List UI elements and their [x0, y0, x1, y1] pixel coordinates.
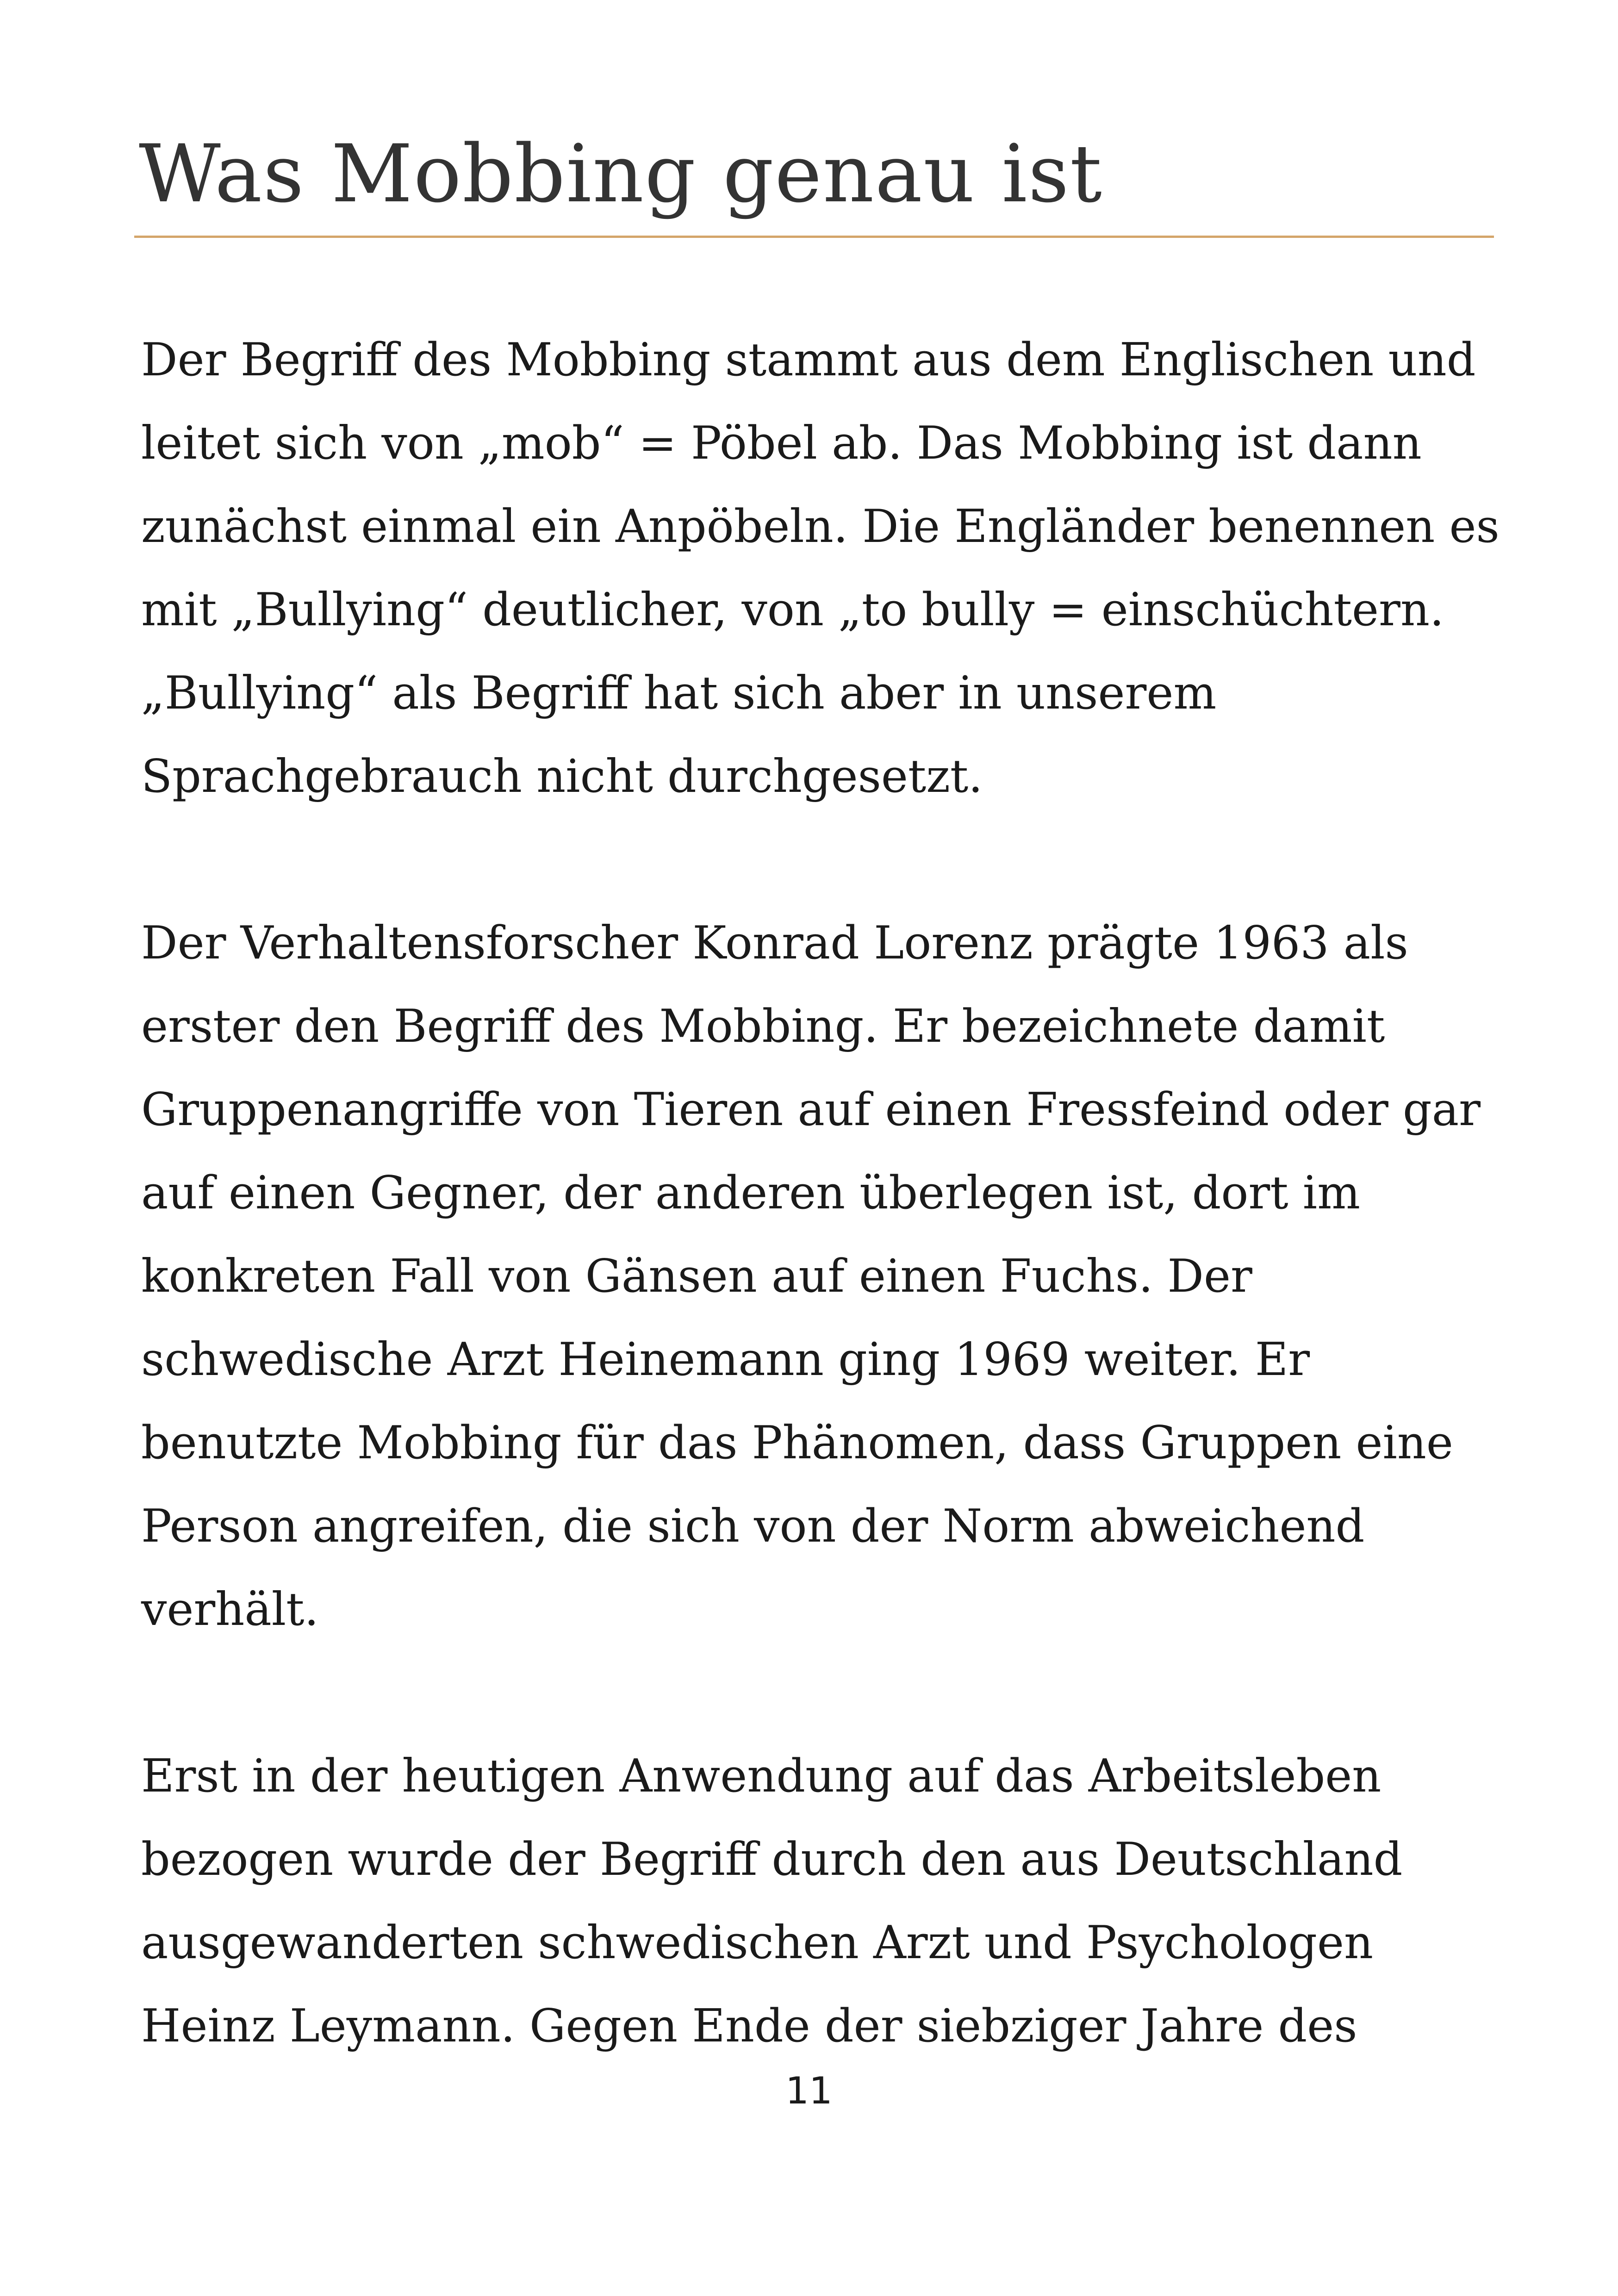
- text-line: Gruppenangriffe von Tieren auf einen Fressfeind oder gar: [141, 1083, 1481, 1136]
- title-underline: [134, 236, 1494, 238]
- text-line: ausgewanderten schwedischen Arzt und Psychologen: [141, 1916, 1374, 1969]
- page-title: Was Mobbing genau ist: [139, 127, 1103, 220]
- text-line: „Bullying“ als Begriff hat sich aber in unserem: [141, 667, 1217, 720]
- paragraph-3: [141, 1735, 1511, 2068]
- text-line: erster den Begriff des Mobbing. Er bezeichnete damit: [141, 1000, 1385, 1053]
- text-line: leitet sich von „mob“ = Pöbel ab. Das Mobbing ist dann: [141, 417, 1422, 470]
- text-line: auf einen Gegner, der anderen überlegen ist, dort im: [141, 1167, 1361, 1220]
- paragraph-1: [141, 318, 1511, 818]
- text-line: Heinz Leymann. Gegen Ende der siebziger Jahre des: [141, 2000, 1357, 2053]
- text-line: Erst in der heutigen Anwendung auf das Arbeitsleben: [141, 1750, 1382, 1803]
- page-number: 11: [785, 2069, 833, 2112]
- text-line: Der Verhaltensforscher Konrad Lorenz prägte 1963 als: [141, 917, 1408, 970]
- text-line: mit „Bullying“ deutlicher, von „to bully = einschüchtern.: [141, 584, 1444, 636]
- body-text: [141, 318, 1511, 2151]
- text-line: Person angreifen, die sich von der Norm abweichend: [141, 1500, 1365, 1553]
- text-line: zunächst einmal ein Anpöbeln. Die Engländer benennen es: [141, 500, 1500, 553]
- text-line: konkreten Fall von Gänsen auf einen Fuchs. Der: [141, 1250, 1252, 1303]
- text-line: schwedische Arzt Heinemann ging 1969 weiter. Er: [141, 1333, 1310, 1386]
- text-line: Der Begriff des Mobbing stammt aus dem Englischen und: [141, 334, 1476, 386]
- text-line: verhält.: [141, 1583, 319, 1636]
- text-line: benutzte Mobbing für das Phänomen, dass Gruppen eine: [141, 1417, 1453, 1469]
- paragraph-2: [141, 902, 1511, 1651]
- text-line: bezogen wurde der Begriff durch den aus Deutschland: [141, 1833, 1403, 1886]
- text-line: Sprachgebrauch nicht durchgesetzt.: [141, 750, 983, 803]
